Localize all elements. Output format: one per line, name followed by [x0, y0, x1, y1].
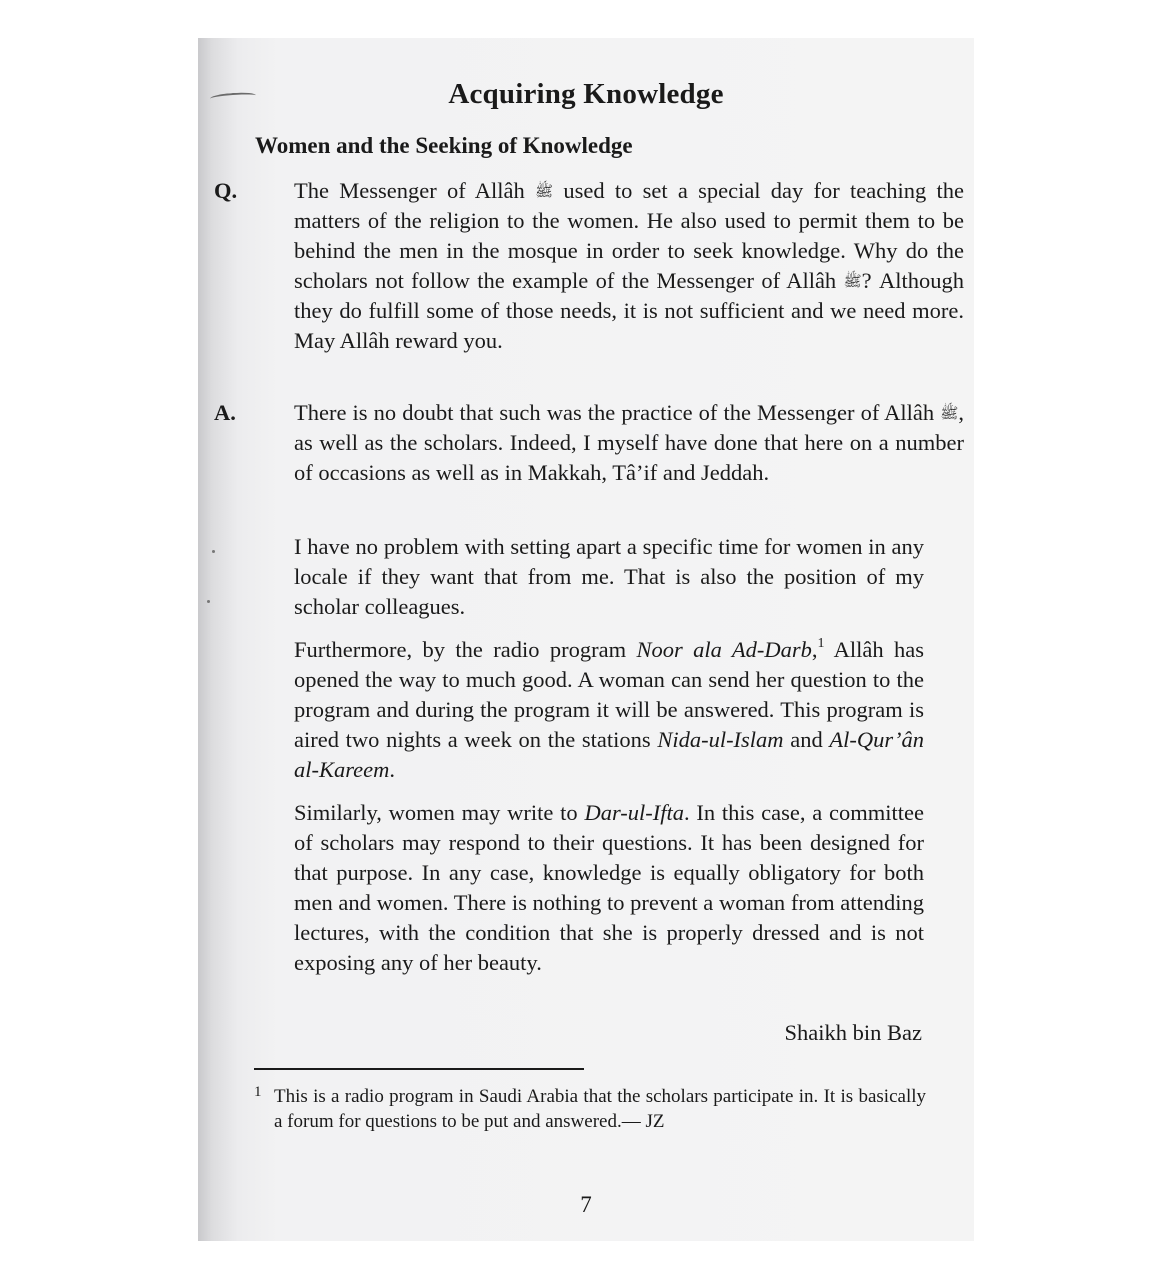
- page-speck: [207, 600, 210, 603]
- answer-text-1: There is no doubt that such was the practice of the Messenger of Allâh: [294, 400, 941, 425]
- answer-block: [214, 398, 964, 488]
- answer-text-2: , as well as the scholars. Indeed, I myself have done that here on a number of occasions as well as in Makkah, Tâ’if and Jeddah.: [294, 400, 964, 485]
- signature: Shaikh bin Baz: [784, 1020, 922, 1045]
- page-title: Acquiring Knowledge: [448, 78, 724, 110]
- question-text-1: The Messenger of Allâh: [294, 178, 535, 203]
- answer-paragraph-4: [294, 798, 924, 978]
- footnote: [254, 1084, 926, 1134]
- page-speck: [212, 550, 215, 553]
- office-name: Dar-ul-Ifta: [584, 800, 684, 825]
- paragraph-3-text: .: [389, 757, 396, 782]
- paragraph-4-text: . In this case, a committee of scholars may respond to their questions. It has been designed for that purpose. In any case, knowledge is equally obligatory for both men and women. There is nothing to prevent a woman from attending lectures, with the condition that she is properly dressed and is not exposing any of her beauty.: [294, 800, 924, 975]
- station-name: Nida-ul-Islam: [657, 727, 784, 752]
- paragraph-3-text: Furthermore, by the radio program: [294, 637, 637, 662]
- paragraph-4-text: Similarly, women may write to: [294, 800, 585, 825]
- answer-paragraph-2: I have no problem with setting apart a specific time for women in any locale if they want that from me. That is also the position of my scholar colleagues.: [294, 534, 924, 619]
- question-text-3: ? Although they do fulfill some of those needs, it is not sufficient and we need more. May Allâh reward you.: [294, 268, 964, 353]
- paragraph-3-text: and: [783, 727, 830, 752]
- section-heading: Women and the Seeking of Knowledge: [255, 133, 633, 158]
- answer-label: A.: [214, 400, 236, 425]
- station-name: Al-Qur’ân al-Kareem: [294, 727, 924, 782]
- honorific-symbol: ﷺ: [843, 272, 862, 290]
- question-text-2: used to set a special day for teaching the matters of the religion to the women. He also used to permit them to be behind the men in the mosque in order to seek knowledge. Why do the scholars not follow the example of the Messenger of Allâh: [294, 178, 964, 293]
- page-number: 7: [580, 1192, 592, 1217]
- footnote-divider: [254, 1068, 584, 1070]
- footnote-text: This is a radio program in Saudi Arabia that the scholars participate in. It is basically a forum for questions to be put and answered.— JZ: [274, 1086, 926, 1132]
- program-name: Noor ala Ad-Darb: [636, 637, 812, 662]
- question-block: [214, 176, 964, 356]
- book-page: [198, 38, 974, 1241]
- paragraph-3-text: Allâh has opened the way to much good. A woman can send her question to the program and during the program it will be answered. This program is aired two nights a week on the stations: [294, 637, 924, 752]
- footnote-ref: 1: [817, 636, 825, 651]
- question-label: Q.: [214, 178, 238, 203]
- answer-paragraph-3: [294, 635, 924, 785]
- paragraph-3-text: ,: [811, 637, 818, 662]
- footnote-number: 1: [254, 1084, 262, 1100]
- honorific-symbol: ﷺ: [940, 404, 959, 422]
- honorific-symbol: ﷺ: [534, 182, 554, 200]
